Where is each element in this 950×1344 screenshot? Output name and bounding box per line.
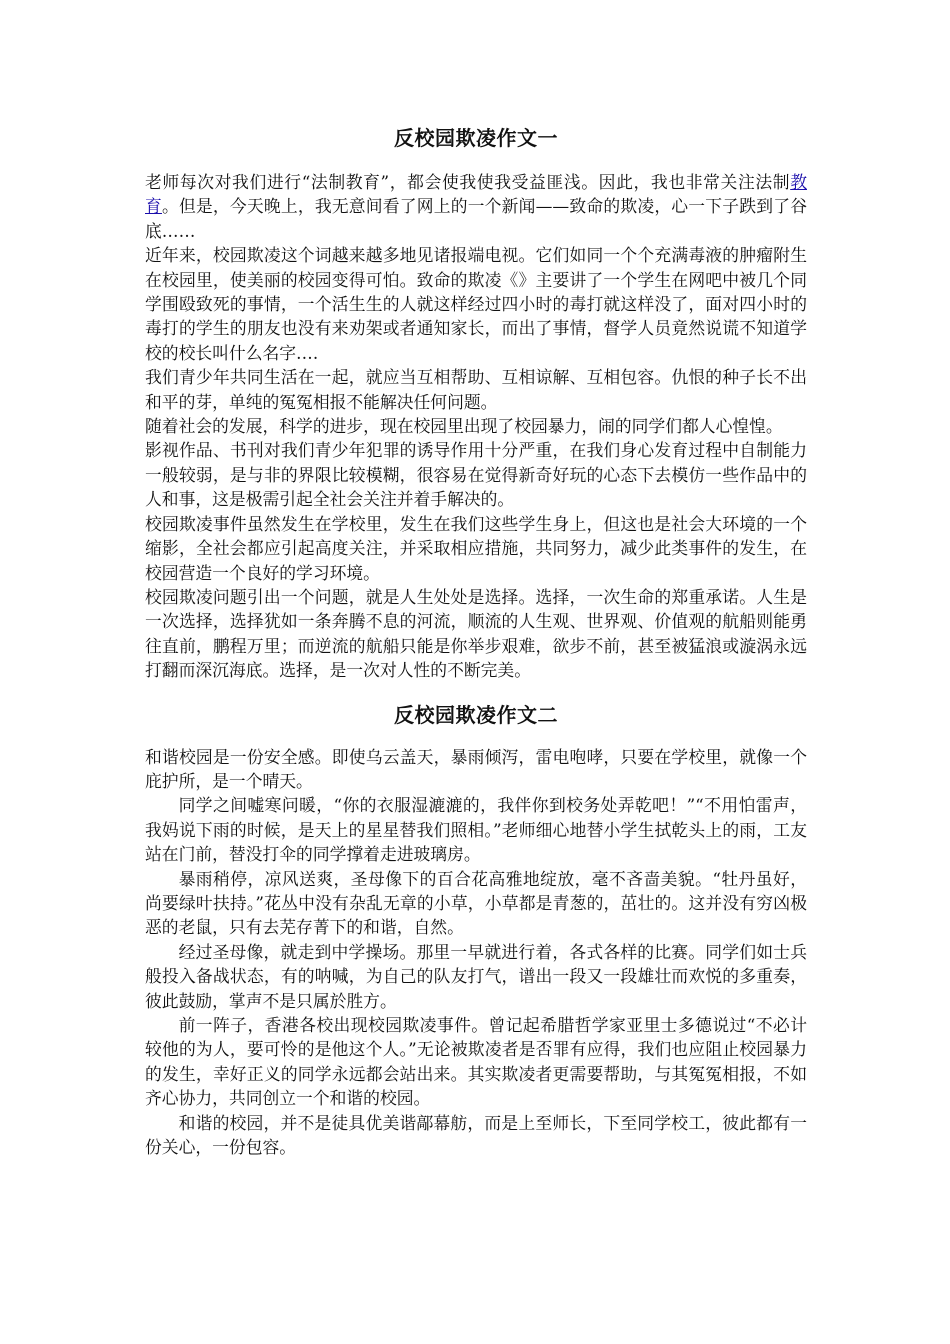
document-page (145, 0, 807, 1159)
essay2-paragraph-6: 和谐的校园，并不是徒具优美谐鄗幕舫，而是上至师长，下至同学校工，彼此都有一份关心，一份包容。 (145, 1112, 807, 1158)
essay2-paragraph-4: 经过圣母像，就走到中学操场。那里一早就进行着，各式各样的比赛。同学们如士兵般投入备战状态，有的呐喊，为自己的队友打气，谱出一段又一段雄壮而欢悦的多重奏，彼此鼓励，掌声不是只属於胜方。 (145, 941, 807, 1011)
essay1-paragraph-3: 我们青少年共同生活在一起，就应当互相帮助、互相谅解、互相包容。仇恨的种子长不出和平的芽，单纯的冤冤相报不能解决任何问题。 (145, 367, 807, 412)
essay1-p1-text-before: 老师每次对我们进行“法制教育”，都会使我使我受益匪浅。因此，我也非常关注法制 (145, 172, 791, 192)
essay2-paragraph-5: 前一阵子，香港各校出现校园欺凌事件。曾记起希腊哲学家亚里士多德说过“不必计较他的为人，要可怜的是他这个人。”无论被欺凌者是否罪有应得，我们也应阻止校园暴力的发生，幸好正义的同学永远都会站出来。其实欺凌者更需要帮助，与其冤冤相报，不如齐心协力，共同创立一个和谐的校园。 (145, 1015, 807, 1109)
essay2-title: 反校园欺凌作文二 (394, 702, 558, 727)
essay1-paragraph-5: 影视作品、书刊对我们青少年犯罪的诱导作用十分严重，在我们身心发育过程中自制能力一般较弱，是与非的界限比较模糊，很容易在觉得新奇好玩的心态下去模仿一些作品中的人和事，这是极需引起全社会关注并着手解决的。 (145, 440, 807, 510)
essay2-paragraph-1: 和谐校园是一份安全感。即使乌云盖天，暴雨倾泻，雷电咆哮，只要在学校里，就像一个庇护所，是一个晴天。 (145, 746, 807, 791)
essay1-paragraph-4: 随着社会的发展，科学的进步，现在校园里出现了校园暴力，闹的同学们都人心惶惶。 (145, 416, 783, 437)
essay1-paragraph-1 (145, 170, 807, 243)
essay1-paragraph-6: 校园欺凌事件虽然发生在学校里，发生在我们这些学生身上，但这也是社会大环境的一个缩影，全社会都应引起高度关注，并采取相应措施，共同努力，减少此类事件的发生，在校园营造一个良好的学习环境。 (145, 513, 807, 583)
essay1-paragraph-7: 校园欺凌问题引出一个问题，就是人生处处是选择。选择，一次生命的郑重承诺。人生是一次选择，选择犹如一条奔腾不息的河流，顺流的人生观、世界观、价值观的航船则能勇往直前，鹏程万里；而逆流的航船只能是你举步艰难，欲步不前，甚至被猛浪或漩涡永远打翻而深沉海底。选择，是一次对人性的不断完美。 (145, 586, 807, 681)
essay2-paragraph-3: 暴雨稍停，凉风送爽，圣母像下的百合花高雅地绽放，毫不吝啬美貌。“牡丹虽好，尚要绿叶扶持。”花丛中没有杂乱无章的小草，小草都是青葱的，茁壮的。这并没有穷凶极恶的老鼠，只有去芜存菁下的和谐，自然。 (145, 868, 807, 938)
essay2-paragraph-2: 同学之间嘘寒问暖，“你的衣服湿漉漉的，我伴你到校务处弄乾吧！”“不用怕雷声，我妈说下雨的时候，是天上的星星替我们照相。”老师细心地替小学生拭乾头上的雨，工友站在门前，替没打伞的同学撑着走进玻璃房。 (145, 795, 807, 865)
education-link[interactable]: 教育 (145, 172, 807, 217)
essay1-p1-text-after: 。但是，今天晚上，我无意间看了网上的一个新闻——致命的欺凌，心一下子跌到了谷底…… (145, 196, 807, 241)
essay1-paragraph-2: 近年来，校园欺凌这个词越来越多地见诸报端电视。它们如同一个个充满毒液的肿瘤附生在校园里，使美丽的校园变得可怕。致命的欺凌《》主要讲了一个学生在网吧中被几个同学围殴致死的事情，一个活生生的人就这样经过四小时的毒打就这样没了，面对四小时的毒打的学生的朋友也没有来劝架或者通知家长，而出了事情，督学人员竟然说谎不知道学校的校长叫什么名字…. (145, 245, 807, 363)
essay1-title: 反校园欺凌作文一 (394, 126, 558, 150)
